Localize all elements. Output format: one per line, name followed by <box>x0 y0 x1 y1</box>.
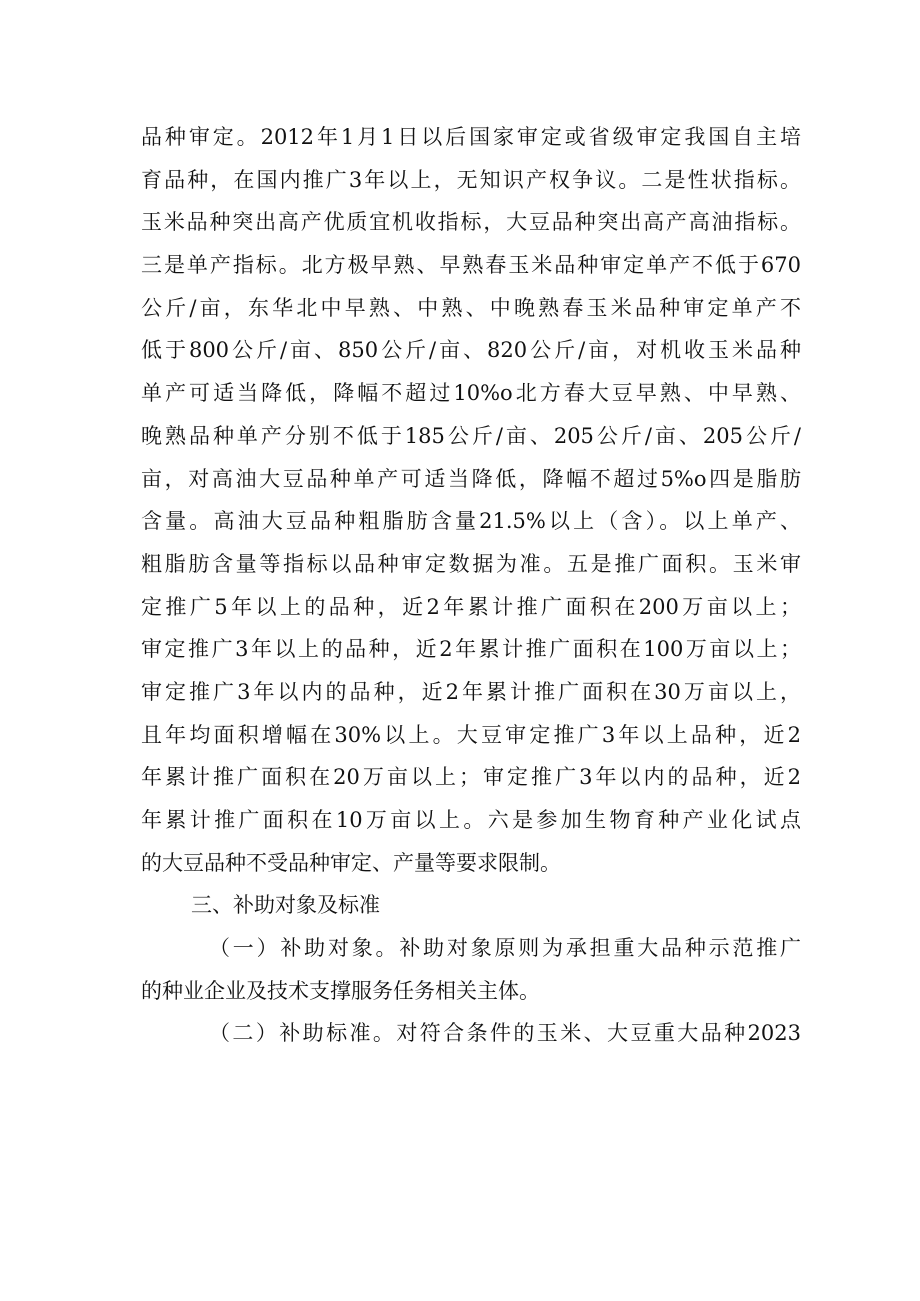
body-line: 单产可适当降低，降幅不超过10%o北方春大豆早熟、中早熟、 <box>141 381 801 406</box>
body-line: 三是单产指标。北方极早熟、早熟春玉米品种审定单产不低于670 <box>141 253 801 278</box>
body-line: 粗脂肪含量等指标以品种审定数据为准。五是推广面积。玉米审 <box>141 551 801 576</box>
body-line: 的大豆品种不受品种审定、产量等要求限制。 <box>141 850 561 875</box>
body-line: 育品种，在国内推广3年以上，无知识产权争议。二是性状指标。 <box>141 167 801 192</box>
body-line: 且年均面积增幅在30%以上。大豆审定推广3年以上品种，近2 <box>141 722 801 747</box>
body-line: 年累计推广面积在20万亩以上；审定推广3年以内的品种，近2 <box>141 765 801 790</box>
body-line: 定推广5年以上的品种，近2年累计推广面积在200万亩以上； <box>141 594 801 619</box>
body-line: 含量。高油大豆品种粗脂肪含量21.5%以上（含）。以上单产、 <box>141 509 801 534</box>
body-line: 的种业企业及技术支撑服务任务相关主体。 <box>141 978 540 1003</box>
section-heading: 三、补助对象及标准 <box>191 893 380 918</box>
body-line: 品种审定。2012年1月1日以后国家审定或省级审定我国自主培 <box>141 125 801 149</box>
body-line: 年累计推广面积在10万亩以上。六是参加生物育种产业化试点 <box>141 808 801 832</box>
body-line: 晚熟品种单产分别不低于185公斤/亩、205公斤/亩、205公斤/ <box>141 423 801 448</box>
body-line: 公斤/亩，东华北中早熟、中熟、中晚熟春玉米品种审定单产不 <box>141 295 801 320</box>
body-line: 审定推广3年以内的品种，近2年累计推广面积在30万亩以上， <box>141 679 801 704</box>
subsection-line: （一）补助对象。补助对象原则为承担重大品种示范推广 <box>209 936 801 961</box>
subsection-line: （二）补助标准。对符合条件的玉米、大豆重大品种2023 <box>209 1021 801 1046</box>
body-line: 低于800公斤/亩、850公斤/亩、820公斤/亩，对机收玉米品种 <box>141 338 801 363</box>
body-line: 亩，对高油大豆品种单产可适当降低，降幅不超过5%o四是脂肪 <box>141 466 801 491</box>
document-body <box>141 116 801 1055</box>
body-line: 玉米品种突出高产优质宜机收指标，大豆品种突出高产高油指标。 <box>141 210 801 235</box>
body-line: 审定推广3年以上的品种，近2年累计推广面积在100万亩以上； <box>141 637 801 662</box>
